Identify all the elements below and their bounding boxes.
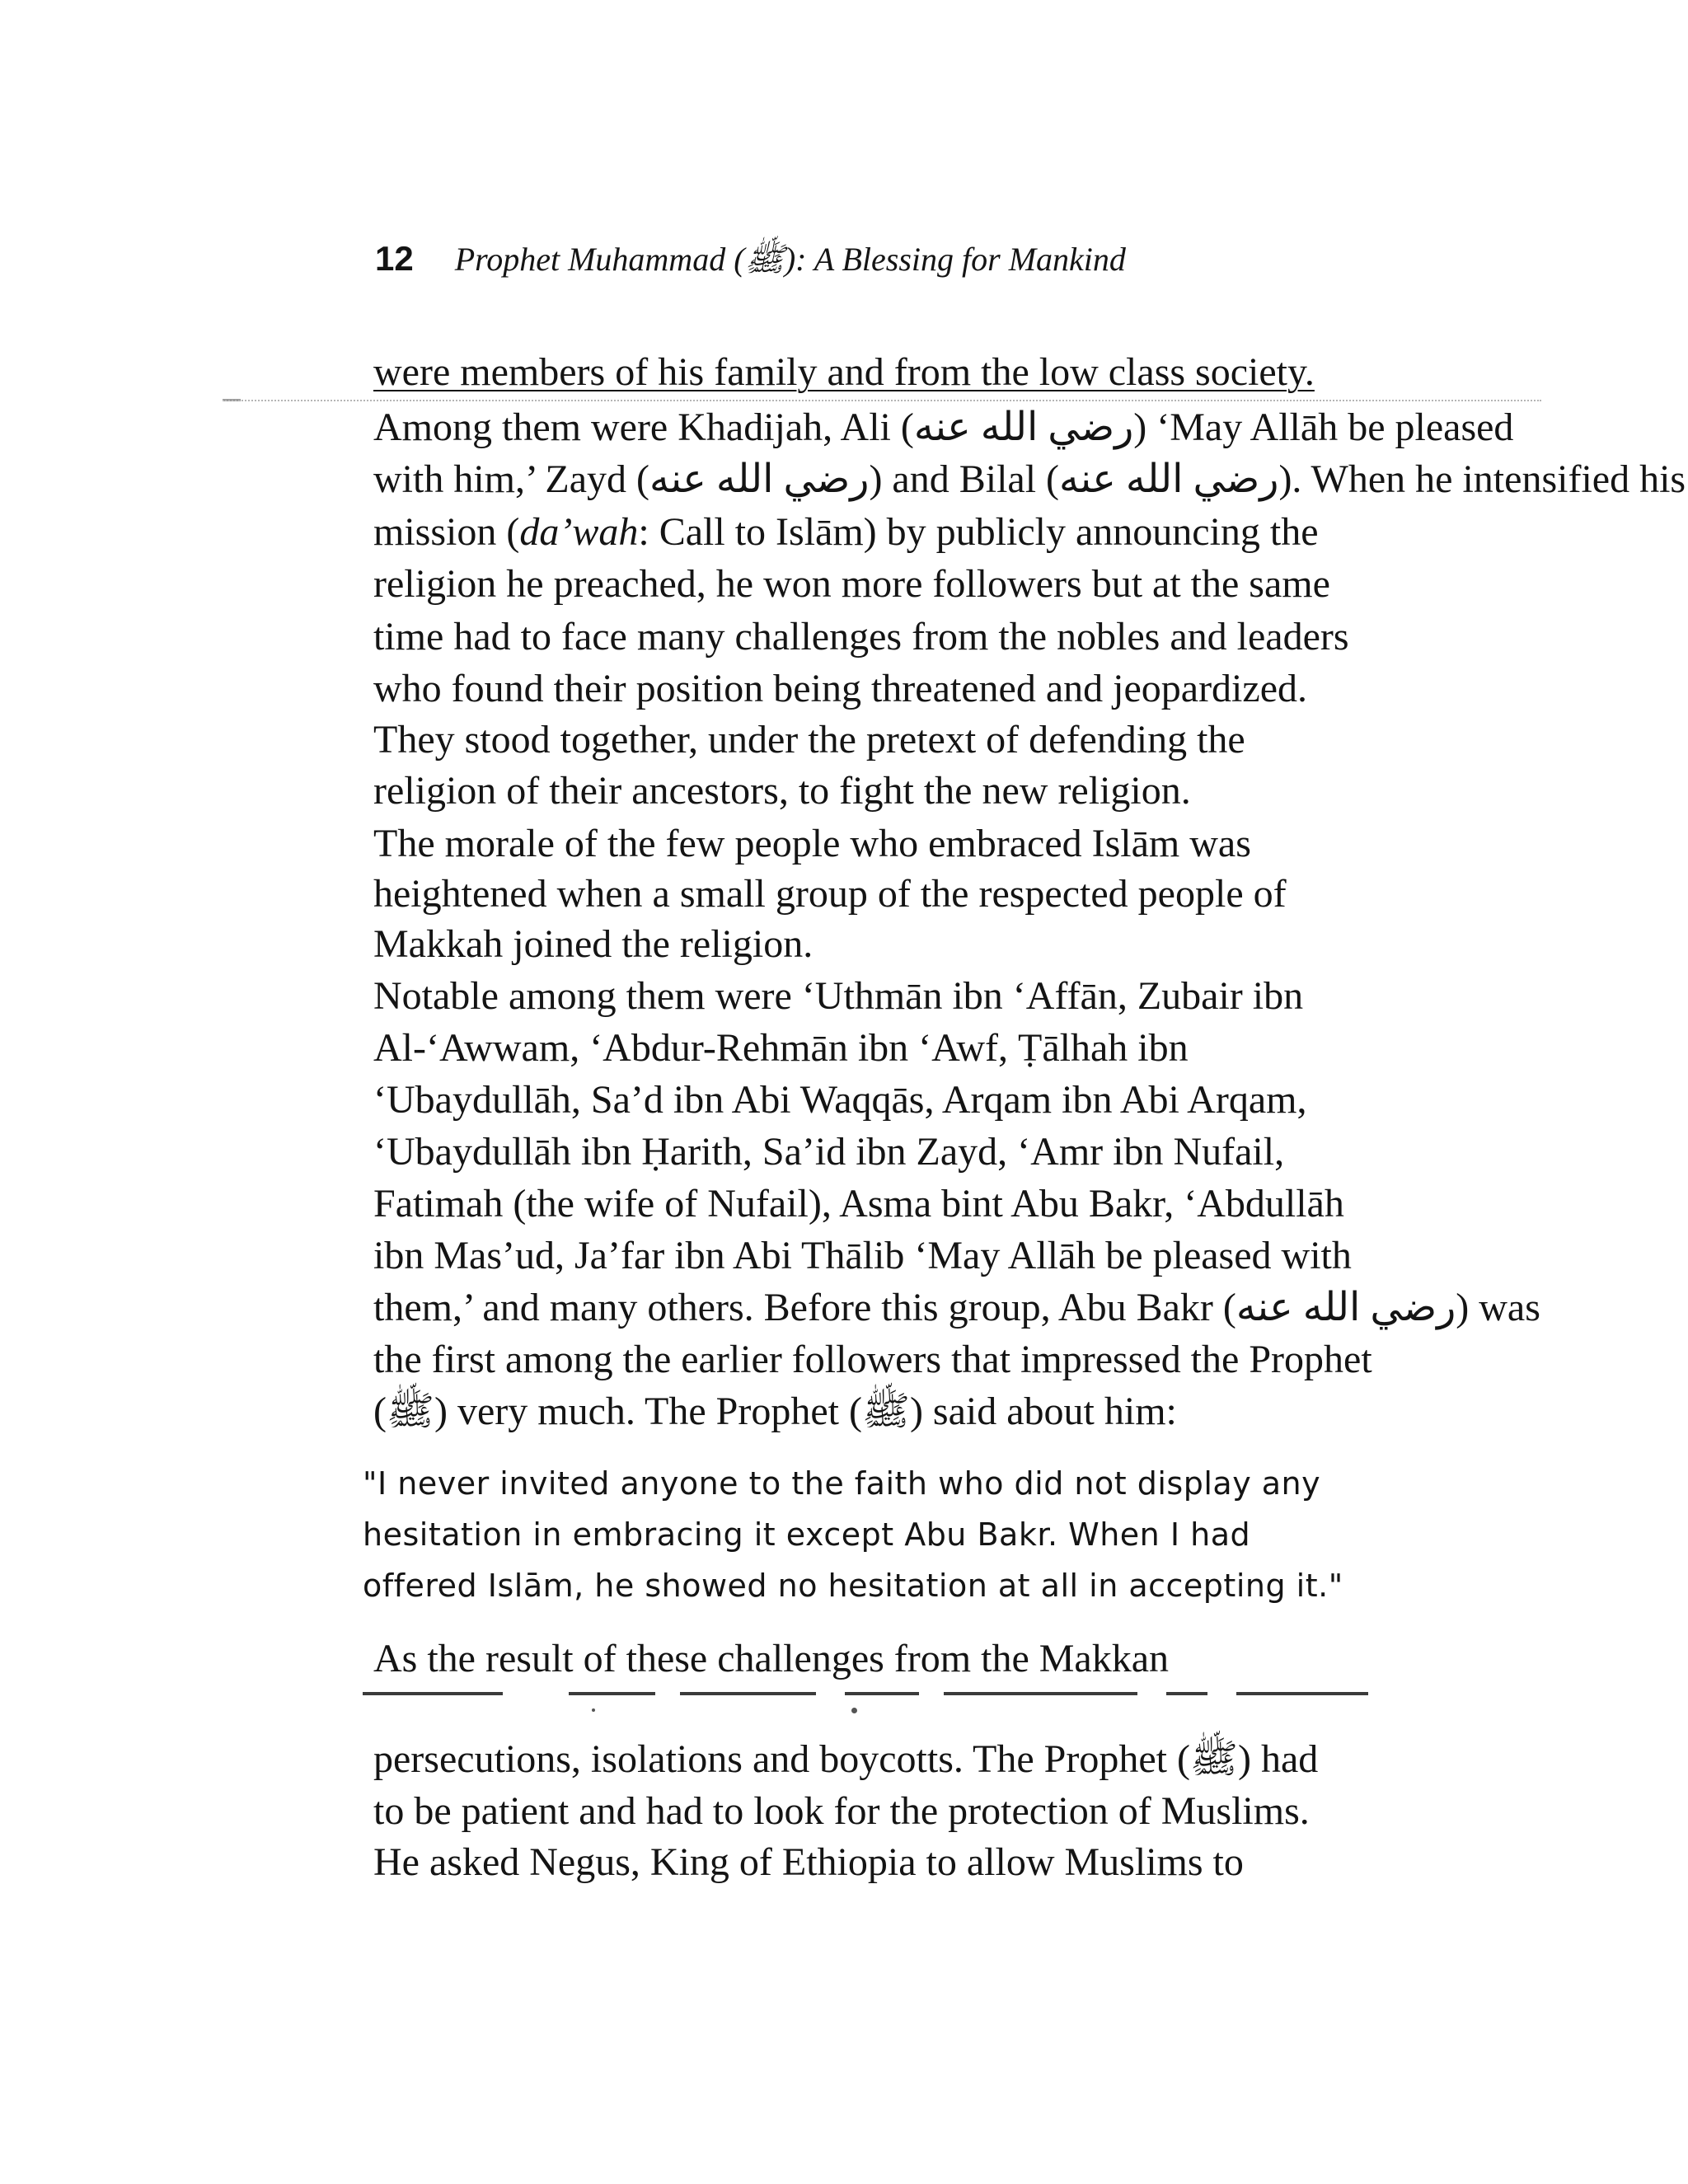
text-line: who found their position being threatened and jeopardized. — [373, 667, 1307, 710]
text-line: time had to face many challenges from the nobles and leaders — [373, 615, 1349, 658]
text-line: (ﷺ) very much. The Prophet (ﷺ) said about him: — [373, 1390, 1177, 1433]
page-number: 12 — [375, 239, 414, 278]
text-line: Fatimah (the wife of Nufail), Asma bint Abu Bakr, ‘Abdullāh — [373, 1182, 1344, 1226]
text-line: ‘Ubaydullāh ibn Ḥarith, Sa’id ibn Zayd, ‘Amr ibn Nufail, — [373, 1130, 1285, 1174]
text-line: heightened when a small group of the respected people of — [373, 872, 1287, 916]
text-line: ‘Ubaydullāh, Sa’d ibn Abi Waqqās, Arqam ibn Abi Arqam, — [373, 1078, 1307, 1122]
scan-speck — [592, 1708, 595, 1712]
text-line: religion he preached, he won more followers but at the same — [373, 562, 1330, 606]
text-line: them,’ and many others. Before this group, Abu Bakr (رضي الله عنه) was — [373, 1286, 1540, 1329]
text-line: were members of his family and from the low class society. — [373, 350, 1315, 394]
paragraph-start: As the result of these challenges from the Makkan — [373, 1637, 1170, 1680]
text-line: religion of their ancestors, to fight the new religion. — [373, 769, 1191, 813]
text-line: the first among the earlier followers that impressed the Prophet — [373, 1338, 1372, 1381]
text-line: Makkah joined the religion. — [373, 922, 814, 966]
text-line: Among them were Khadijah, Ali (رضي الله عنه) ‘May Allāh be pleased — [373, 405, 1514, 449]
text-line: Al-‘Awwam, ‘Abdur-Rehmān ibn ‘Awf, Ṭālhah ibn — [373, 1026, 1189, 1070]
scan-speck — [851, 1708, 857, 1713]
paragraph-start: The morale of the few people who embraced Islām was — [373, 822, 1251, 865]
scan-artifact-line — [363, 1685, 1451, 1704]
paragraph-start: Notable among them were ‘Uthmān ibn ‘Affān, Zubair ibn — [373, 974, 1304, 1018]
dawah-term: da’wah — [519, 510, 639, 554]
text-line: He asked Negus, King of Ethiopia to allow Muslims to — [373, 1840, 1244, 1884]
text-fragment: : Call to Islām) by publicly announcing the — [638, 510, 1319, 554]
text-fragment: mission ( — [373, 510, 520, 554]
text-line: They stood together, under the pretext of defending the — [373, 718, 1245, 762]
running-header — [375, 239, 1364, 297]
hadith-quote-line: hesitation in embracing it except Abu Bakr. When I had — [363, 1516, 1251, 1553]
text-line: to be patient and had to look for the protection of Muslims. — [373, 1789, 1310, 1833]
hadith-quote-line: "I never invited anyone to the faith who did not display any — [363, 1465, 1321, 1502]
text-line — [373, 506, 1445, 559]
hadith-quote-line: offered Islām, he showed no hesitation at all in accepting it." — [363, 1568, 1343, 1604]
text-line: ibn Mas’ud, Ja’far ibn Abi Thālib ‘May Allāh be pleased with — [373, 1234, 1352, 1277]
text-line: persecutions, isolations and boycotts. The Prophet (ﷺ) had — [373, 1737, 1319, 1781]
text-line: with him,’ Zayd (رضي الله عنه) and Bilal (رضي الله عنه). When he intensified his — [373, 457, 1686, 501]
book-title: Prophet Muhammad (ﷺ): A Blessing for Mankind — [454, 241, 1126, 278]
